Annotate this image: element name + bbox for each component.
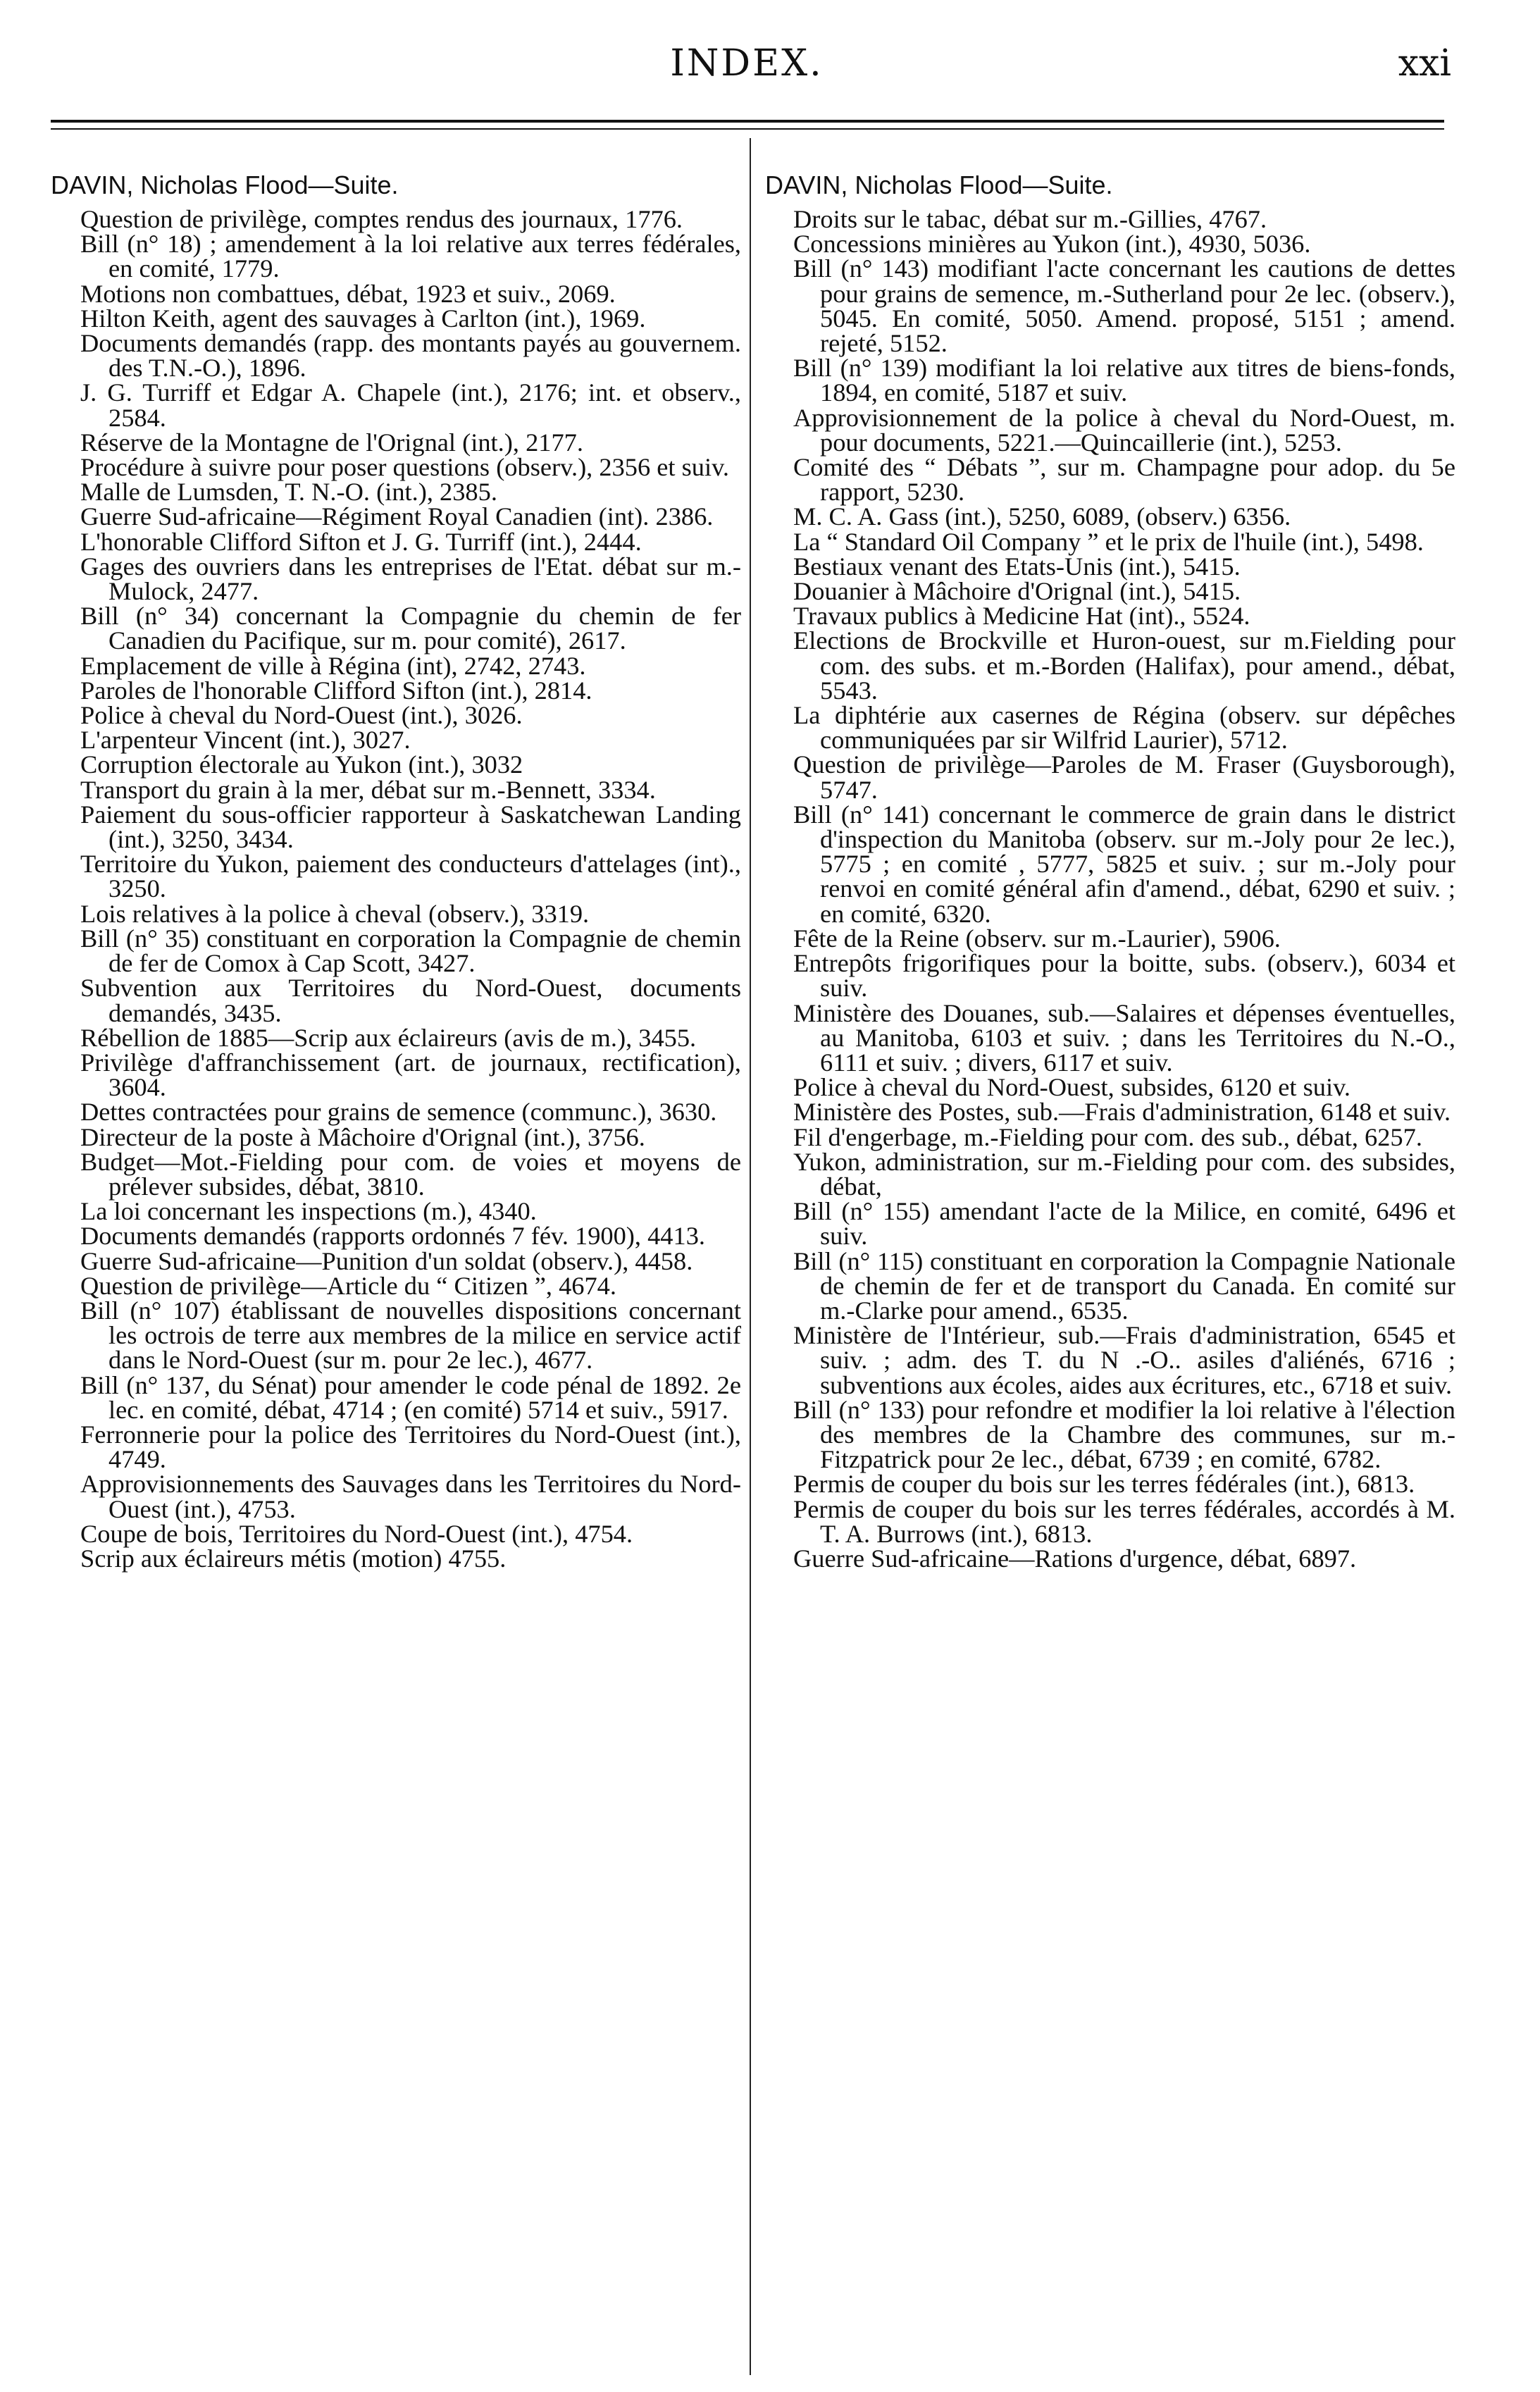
index-entry: Concessions minières au Yukon (int.), 4930, 5036. xyxy=(793,230,1311,259)
index-entry: Réserve de la Montagne de l'Orignal (int.), 2177. xyxy=(80,428,583,457)
right-column xyxy=(765,169,1455,1571)
index-entry: Fil d'engerbage, m.-Fielding pour com. des sub., débat, 6257. xyxy=(793,1122,1422,1151)
index-entry: Bill (n° 141) concernant le commerce de grain dans le district d'inspection du Manitoba (observ. sur m.-Joly pour 2e lec.), 5775 ; en comité , 5777, 5825 et suiv. ; sur m.-Joly pour renvoi en comité général afin d'amend., débat, 6290 et suiv. ; en comité, 6320. xyxy=(793,800,1455,928)
index-entry: Bestiaux venant des Etats-Unis (int.), 5415. xyxy=(793,552,1241,581)
index-entry: Elections de Brockville et Huron-ouest, sur m.Fielding pour com. des subs. et m.-Borden (Halifax), pour amend., débat, 5543. xyxy=(793,626,1455,705)
index-entry: Travaux publics à Medicine Hat (int)., 5524. xyxy=(793,602,1250,631)
index-entry: Permis de couper du bois sur les terres fédérales, accordés à M. T. A. Burrows (int.), 6813. xyxy=(793,1494,1455,1548)
index-entry: Approvisionnements des Sauvages dans les Territoires du Nord-Ouest (int.), 4753. xyxy=(80,1470,741,1523)
index-entry: Entrepôts frigorifiques pour la boitte, subs. (observ.), 6034 et suiv. xyxy=(793,949,1455,1003)
index-entry: La diphtérie aux casernes de Régina (observ. sur dépêches communiquées par sir Wilfrid Laurier), 5712. xyxy=(793,701,1455,755)
index-entry: Ministère des Postes, sub.—Frais d'administration, 6148 et suiv. xyxy=(793,1098,1451,1127)
index-entry: Bill (n° 155) amendant l'acte de la Milice, en comité, 6496 et suiv. xyxy=(793,1197,1455,1251)
index-entry: L'honorable Clifford Sifton et J. G. Turriff (int.), 2444. xyxy=(80,527,642,556)
page-number: xxi xyxy=(1398,42,1451,85)
right-column-heading: DAVIN, Nicholas Flood—Suite. xyxy=(765,171,1113,199)
index-entry: Bill (n° 34) concernant la Compagnie du chemin de fer Canadien du Pacifique, sur m. pour comité), 2617. xyxy=(80,602,741,655)
index-entry: Droits sur le tabac, débat sur m.-Gillies, 4767. xyxy=(793,205,1267,233)
page-title: INDEX. xyxy=(670,42,824,85)
index-entry: La loi concernant les inspections (m.), 4340. xyxy=(80,1197,537,1226)
column-divider xyxy=(750,138,751,2375)
right-entry-list xyxy=(765,207,1455,1571)
index-entry: Gages des ouvriers dans les entreprises de l'Etat. débat sur m.-Mulock, 2477. xyxy=(80,552,741,606)
index-entry: Budget—Mot.-Fielding pour com. de voies et moyens de prélever subsides, débat, 3810. xyxy=(80,1147,741,1201)
index-entry: Police à cheval du Nord-Ouest, subsides, 6120 et suiv. xyxy=(793,1073,1351,1102)
index-entry: Bill (n° 139) modifiant la loi relative aux titres de biens-fonds, 1894, en comité, 5187 et suiv. xyxy=(793,354,1455,407)
index-entry: Police à cheval du Nord-Ouest (int.), 3026. xyxy=(80,701,523,730)
header-rule-thick xyxy=(51,120,1444,123)
index-entry: Transport du grain à la mer, débat sur m.-Bennett, 3334. xyxy=(80,775,656,804)
index-entry: Documents demandés (rapports ordonnés 7 fév. 1900), 4413. xyxy=(80,1222,705,1251)
index-entry: Malle de Lumsden, T. N.-O. (int.), 2385. xyxy=(80,478,497,507)
index-entry: Scrip aux éclaireurs métis (motion) 4755. xyxy=(80,1544,507,1573)
index-entry: Documents demandés (rapp. des montants payés au gouvernem. des T.N.-O.), 1896. xyxy=(80,329,741,383)
index-entry: Hilton Keith, agent des sauvages à Carlton (int.), 1969. xyxy=(80,304,646,333)
index-entry: Procédure à suivre pour poser questions (observ.), 2356 et suiv. xyxy=(80,453,730,482)
index-entry: Permis de couper du bois sur les terres fédérales (int.), 6813. xyxy=(793,1470,1415,1499)
index-entry: Bill (n° 18) ; amendement à la loi relative aux terres fédérales, en comité, 1779. xyxy=(80,230,741,283)
index-entry: La “ Standard Oil Company ” et le prix de l'huile (int.), 5498. xyxy=(793,527,1424,556)
index-entry: Question de privilège—Article du “ Citizen ”, 4674. xyxy=(80,1271,616,1300)
index-entry: Yukon, administration, sur m.-Fielding pour com. des subsides, débat, xyxy=(793,1147,1455,1201)
index-entry: Comité des “ Débats ”, sur m. Champagne pour adop. du 5e rapport, 5230. xyxy=(793,453,1455,507)
index-entry: Subvention aux Territoires du Nord-Ouest, documents demandés, 3435. xyxy=(80,974,741,1027)
index-entry: M. C. A. Gass (int.), 5250, 6089, (observ.) 6356. xyxy=(793,502,1291,531)
left-entry-list xyxy=(51,207,741,1571)
index-entry: Corruption électorale au Yukon (int.), 3032 xyxy=(80,750,523,779)
index-entry: Approvisionnement de la police à cheval du Nord-Ouest, m. pour documents, 5221.—Quincaillerie (int.), 5253. xyxy=(793,403,1455,457)
index-entry: Rébellion de 1885—Scrip aux éclaireurs (avis de m.), 3455. xyxy=(80,1023,697,1052)
index-entry: Bill (n° 35) constituant en corporation la Compagnie de chemin de fer de Comox à Cap Scott, 3427. xyxy=(80,924,741,978)
index-entry: Paiement du sous-officier rapporteur à Saskatchewan Landing (int.), 3250, 3434. xyxy=(80,800,741,854)
index-entry: Bill (n° 137, du Sénat) pour amender le code pénal de 1892. 2e lec. en comité, débat, 4714 ; (en comité) 5714 et suiv., 5917. xyxy=(80,1370,741,1424)
index-entry: Question de privilège—Paroles de M. Fraser (Guysborough), 5747. xyxy=(793,750,1455,804)
header-rule-thin xyxy=(51,128,1444,130)
index-entry: Ferronnerie pour la police des Territoires du Nord-Ouest (int.), 4749. xyxy=(80,1420,741,1474)
index-entry: Question de privilège, comptes rendus des journaux, 1776. xyxy=(80,205,683,233)
index-entry: Paroles de l'honorable Clifford Sifton (int.), 2814. xyxy=(80,676,592,705)
index-entry: Lois relatives à la police à cheval (observ.), 3319. xyxy=(80,899,590,928)
left-column xyxy=(51,169,741,1571)
index-entry: Territoire du Yukon, paiement des conducteurs d'attelages (int)., 3250. xyxy=(80,850,741,903)
index-entry: Privilège d'affranchissement (art. de journaux, rectification), 3604. xyxy=(80,1048,741,1102)
index-entry: Dettes contractées pour grains de semence (communc.), 3630. xyxy=(80,1098,717,1127)
index-entry: Bill (n° 143) modifiant l'acte concernant les cautions de dettes pour grains de semence, m.-Sutherland pour 2e lec. (observ.), 5045. En comité, 5050. Amend. proposé, 5151 ; amend. rejeté, 5152. xyxy=(793,254,1455,358)
index-entry: Coupe de bois, Territoires du Nord-Ouest (int.), 4754. xyxy=(80,1519,633,1548)
index-entry: Fête de la Reine (observ. sur m.-Laurier), 5906. xyxy=(793,924,1281,953)
index-entry: Ministère des Douanes, sub.—Salaires et dépenses éventuelles, au Manitoba, 6103 et suiv. ; dans les Territoires du N.-O., 6111 et suiv. ; divers, 6117 et suiv. xyxy=(793,998,1455,1077)
index-entry: Emplacement de ville à Régina (int), 2742, 2743. xyxy=(80,651,586,680)
index-entry: Ministère de l'Intérieur, sub.—Frais d'administration, 6545 et suiv. ; adm. des T. du N .-O.. asiles d'aliénés, 6716 ; subventions aux écoles, aides aux écritures, etc., 6718 et suiv. xyxy=(793,1321,1455,1399)
index-entry: Bill (n° 107) établissant de nouvelles dispositions concernant les octrois de terre aux membres de la milice en service actif dans le Nord-Ouest (sur m. pour 2e lec.), 4677. xyxy=(80,1296,741,1375)
page-header xyxy=(42,35,1451,99)
index-entry: Directeur de la poste à Mâchoire d'Orignal (int.), 3756. xyxy=(80,1122,645,1151)
index-entry: J. G. Turriff et Edgar A. Chapele (int.), 2176; int. et observ., 2584. xyxy=(80,378,741,432)
index-entry: L'arpenteur Vincent (int.), 3027. xyxy=(80,726,411,755)
index-entry: Motions non combattues, débat, 1923 et suiv., 2069. xyxy=(80,279,616,308)
left-column-heading: DAVIN, Nicholas Flood—Suite. xyxy=(51,171,399,199)
index-entry: Guerre Sud-africaine—Rations d'urgence, débat, 6897. xyxy=(793,1544,1357,1573)
index-entry: Bill (n° 115) constituant en corporation la Compagnie Nationale de chemin de fer et de transport du Canada. En comité sur m.-Clarke pour amend., 6535. xyxy=(793,1246,1455,1325)
index-entry: Bill (n° 133) pour refondre et modifier la loi relative à l'élection des membres de la Chambre des communes, sur m.-Fitzpatrick pour 2e lec., débat, 6739 ; en comité, 6782. xyxy=(793,1395,1455,1474)
index-entry: Guerre Sud-africaine—Régiment Royal Canadien (int). 2386. xyxy=(80,502,714,531)
index-entry: Douanier à Mâchoire d'Orignal (int.), 5415. xyxy=(793,577,1241,606)
index-entry: Guerre Sud-africaine—Punition d'un soldat (observ.), 4458. xyxy=(80,1246,693,1275)
